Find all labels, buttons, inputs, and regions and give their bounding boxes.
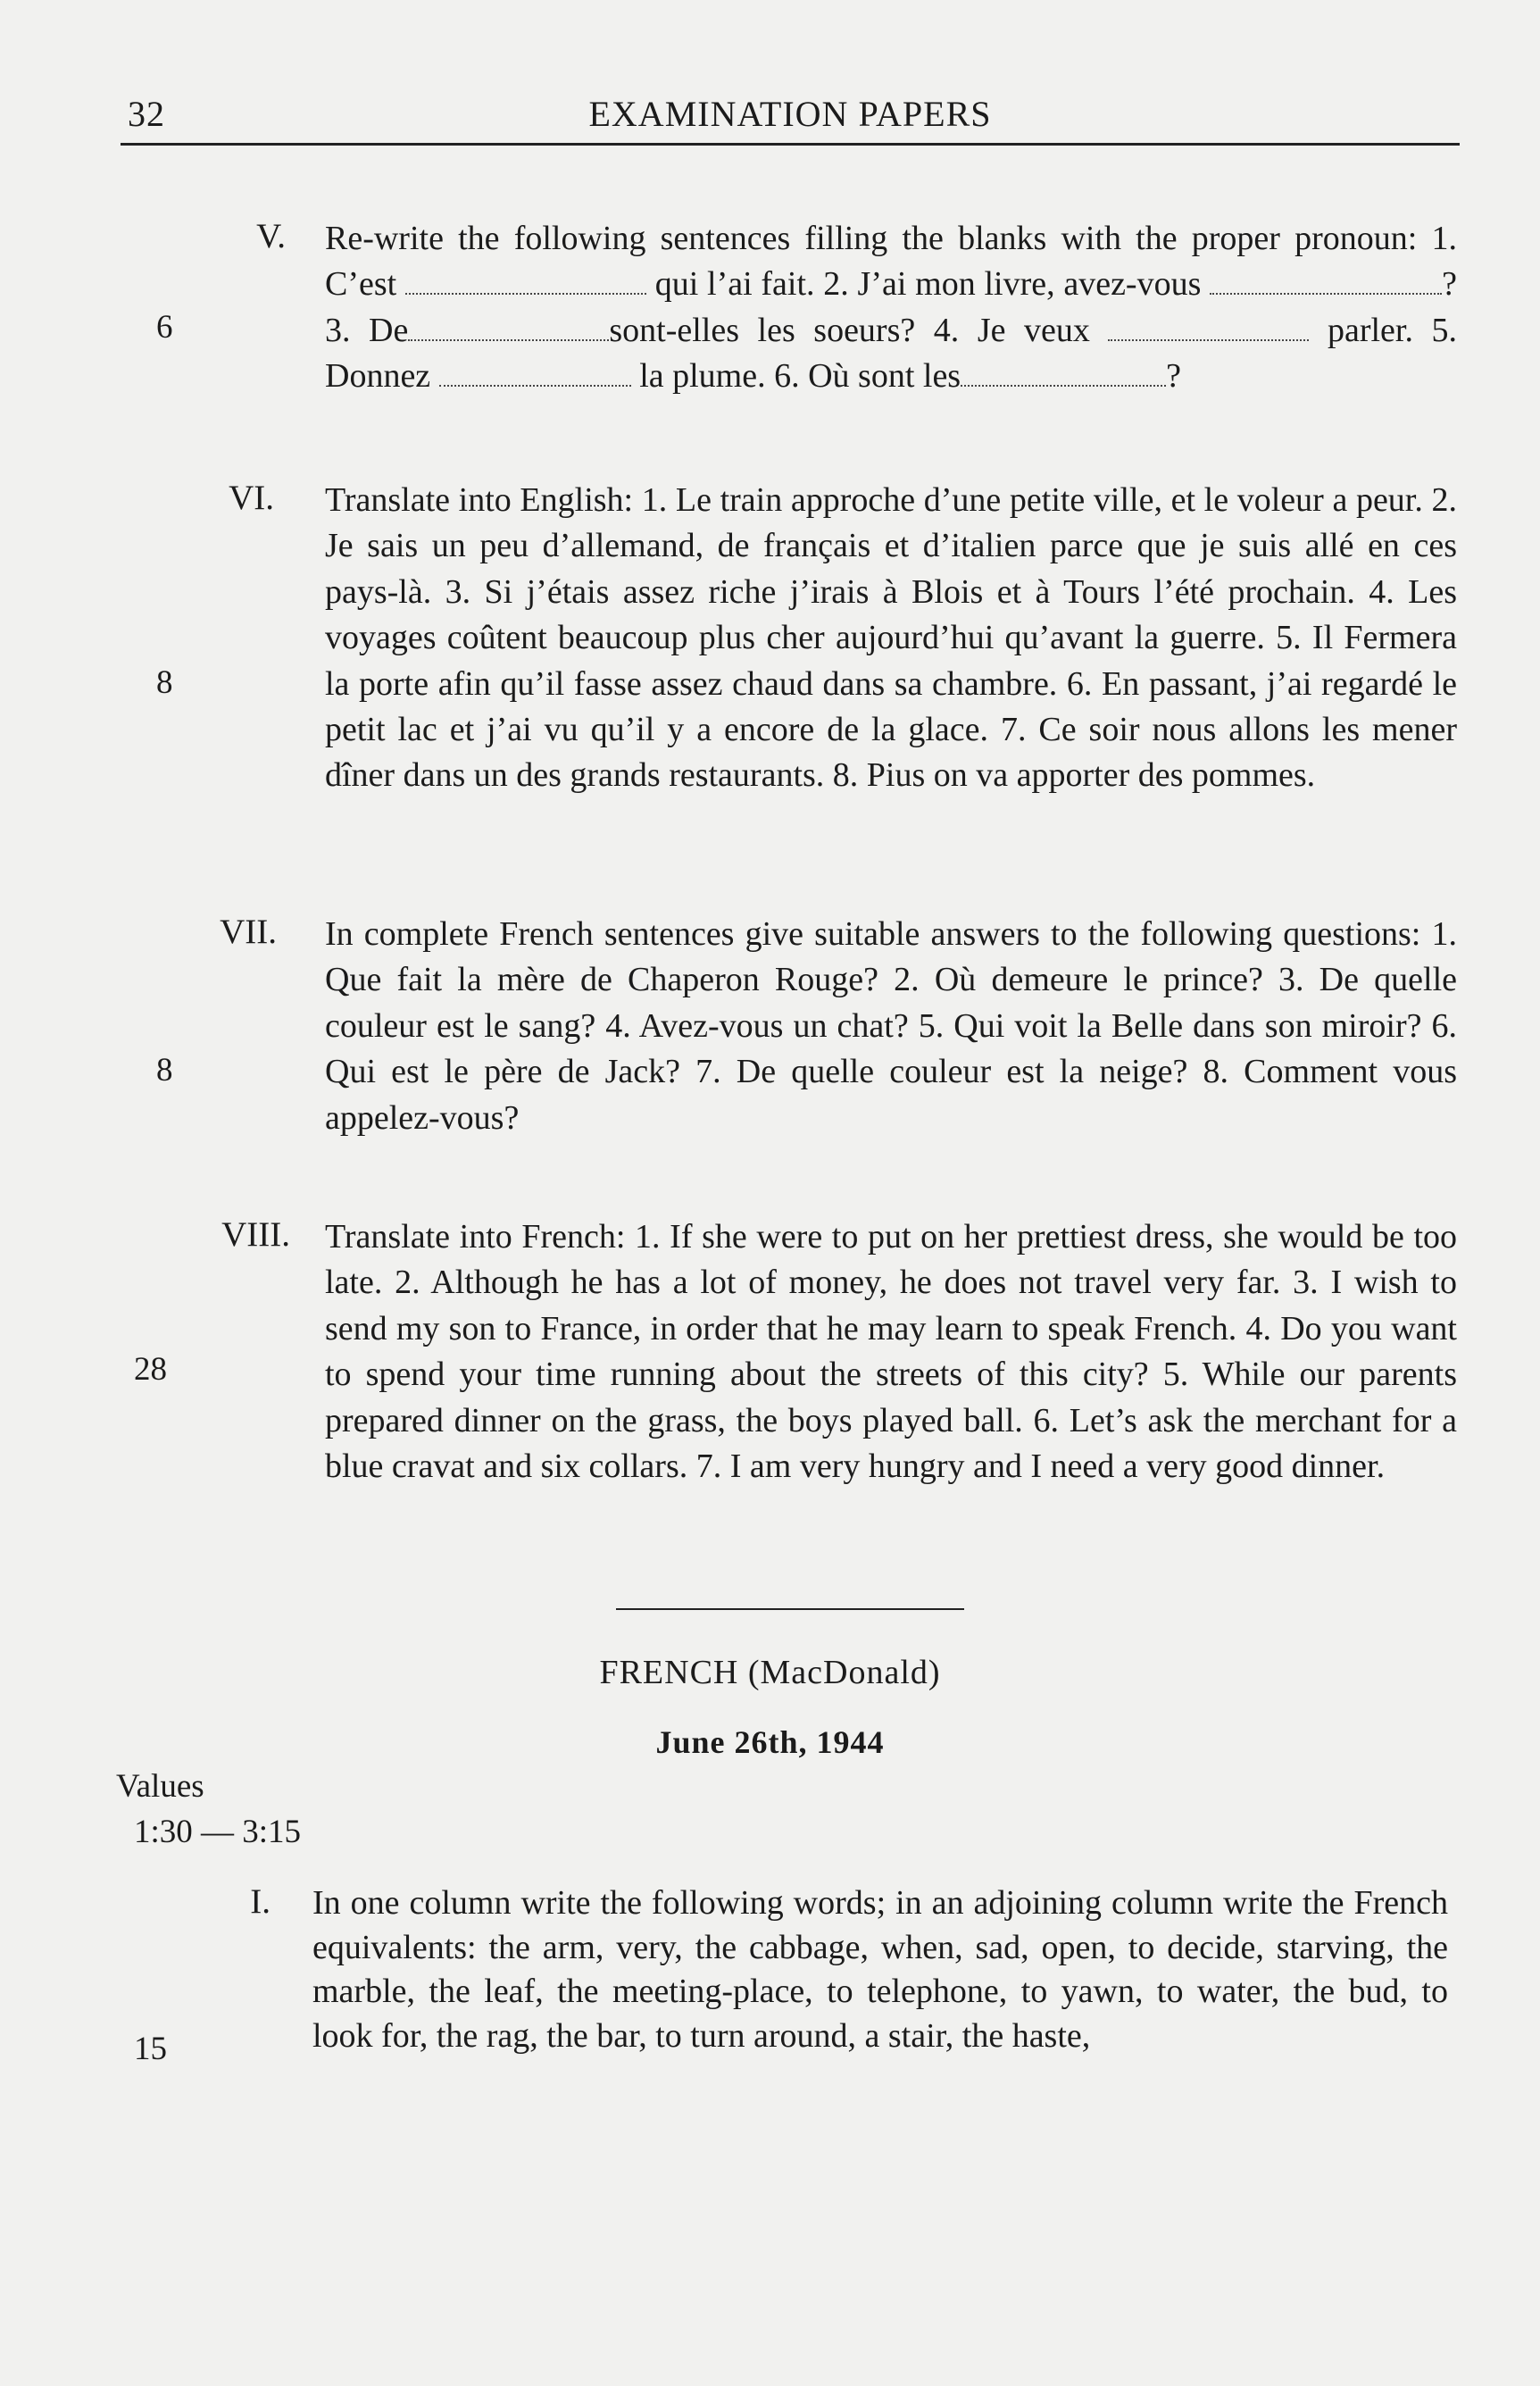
- header-rule: [121, 143, 1460, 146]
- fill-blank: [408, 311, 609, 341]
- question-text: Translate into French: 1. If she were to put on her prettiest dress, she would be too late. 2. Although he has a lot of money, he does not travel very far. 3. I wish to send my son to France, in order that he may learn to speak French. 4. Do you want to spend your time running about the streets of this city? 5. While our parents prepared dinner on the grass, the boys played ball. 6. Let’s ask the merchant for a blue cravat and six collars. 7. I am very hungry and I need a very good dinner.: [325, 1218, 1457, 1486]
- question-text: In complete French sentences give suitable answers to the following questions: 1. Que fait la mère de Chaperon Rouge? 2. Où demeure le prince? 3. De quelle couleur est le sang? 4. Avez-vous un chat? 5. Qui voit la Belle dans son miroir? 6. Qui est le père de Jack? 7. De quelle couleur est la neige? 8. Comment vous appelez-vous?: [325, 915, 1457, 1137]
- fill-blank: [961, 356, 1166, 387]
- page-header: [121, 93, 1460, 143]
- fill-blank: [405, 264, 646, 295]
- question-value: 8: [156, 1052, 173, 1089]
- question-text: Re-write the following sentences filling the blanks with the proper pronoun: 1. C’est qui l’ai fait. 2. J’ai mon livre, avez-vous ? 3. De sont-elles les soeurs? 4. Je veux parler. 5. Donnez la plume. 6. Où sont les ?: [325, 220, 1457, 396]
- page-number: 32: [128, 94, 165, 134]
- section-title: FRENCH (MacDonald): [599, 1654, 941, 1691]
- question-text: Translate into English: 1. Le train approche d’une petite ville, et le voleur a peur. 2. Je sais un peu d’allemand, de français et d’italien parce que je suis allé en ces pays-là. 3. Si j’étais assez riche j’irais à Blois et à Tours l’été prochain. 4. Les voyages coûtent beaucoup plus cher aujourd’hui qu’avant la guerre. 5. Il Fermera la porte afin qu’il fasse assez chaud dans sa chambre. 6. En passant, j’ai regardé le petit lac et j’ai vu qu’il y a encore de la glace. 7. Ce soir nous allons les mener dîner dans un des grands restaurants. 8. Pius on va apporter des pommes.: [325, 481, 1457, 795]
- question-value: 15: [134, 2031, 167, 2067]
- question-numeral: V.: [256, 217, 286, 255]
- question-text: In one column write the following words; in an adjoining column write the French equivalents: the arm, very, the cabbage, when, sad, open, to decide, starving, the marble, the leaf, the meeting-place, to telephone, to yawn, to water, the bud, to look for, the rag, the bar, to turn around, a stair, the haste,: [312, 1884, 1448, 2055]
- section-divider: [616, 1608, 964, 1610]
- fill-blank: [1108, 311, 1309, 341]
- fill-blank: [439, 356, 631, 387]
- running-title: EXAMINATION PAPERS: [588, 94, 992, 134]
- values-label: Values: [116, 1768, 204, 1805]
- time-label: 1:30 — 3:15: [134, 1814, 302, 1850]
- question-value: 8: [156, 664, 173, 701]
- fill-blank: [1210, 264, 1442, 295]
- question-numeral: VII.: [220, 913, 277, 951]
- question-value: 28: [134, 1351, 167, 1388]
- question-numeral: I.: [250, 1882, 271, 1921]
- question-numeral: VI.: [229, 479, 274, 517]
- question-numeral: VIII.: [221, 1215, 290, 1254]
- question-value: 6: [156, 309, 173, 346]
- section-date: June 26th, 1944: [655, 1724, 885, 1760]
